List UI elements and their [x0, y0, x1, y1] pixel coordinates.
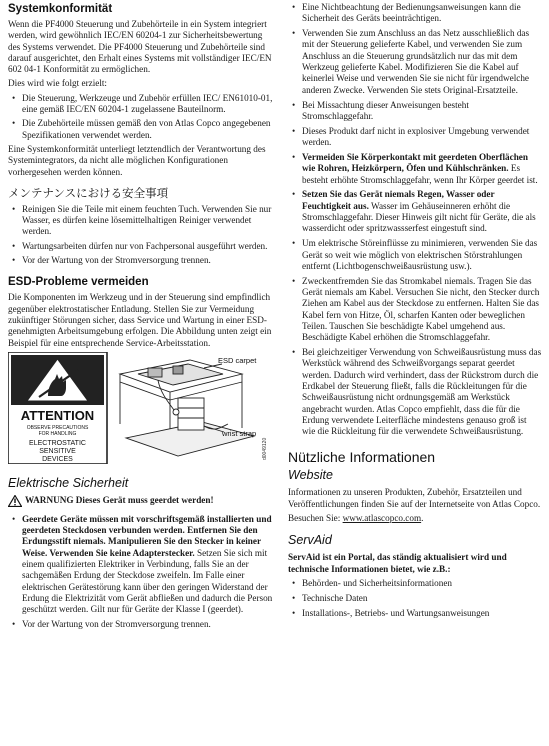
list-item: • Installations-, Betriebs- und Wartungsanweisungen — [288, 608, 542, 619]
list-item: • Wartungsarbeiten dürfen nur von Fachpersonal ausgeführt werden. — [8, 241, 274, 252]
servaid-list — [288, 578, 542, 619]
list-item — [288, 189, 542, 234]
esd-workstation-figure — [8, 352, 274, 464]
figure-code-label: d0049120 — [262, 437, 268, 460]
esd-carpet-label: ESD carpet — [218, 355, 257, 365]
esd-heading: ESD-Probleme vermeiden — [8, 276, 149, 289]
servaid-paragraph: ServAid ist ein Portal, das ständig aktualisiert wird und technische Informationen bietet, wie z.B.: — [288, 552, 507, 574]
observe-label: OBSERVE PRECAUTIONS — [26, 424, 89, 431]
electric-heading: Elektrische Sicherheit — [8, 475, 129, 490]
electric-list — [8, 514, 274, 630]
list-item: • Bei gleichzeitiger Verwendung von Schweißausrüstung muss das Werkstück während des Schweißvorgangs separat geerdet werden. Dadurch wird verhindert, dass der Rückstrom durch die Erdkabel der Steuerung fließt, falls die Rückleitungen für die Schweißausrüstung nicht ordnungsgemäß am Werkstück angebracht wurden. Atlas Copco empfiehlt, dass die für die Erdung verwendete Leiterfläche mindestens genauso groß ist wie die Rückleitung für die verwendete Schweißausrüstung. — [288, 347, 542, 437]
website-heading: Website — [288, 468, 333, 483]
website-visit-line — [288, 513, 542, 524]
left-column — [8, 0, 274, 633]
visit-prefix: Besuchen Sie: — [288, 513, 343, 524]
useful-info-heading: Nützliche Informationen — [288, 449, 436, 466]
devices-label: DEVICES — [42, 455, 73, 463]
right-column — [288, 0, 542, 623]
list-item: • Eine Nichtbeachtung der Bedienungsanweisungen kann die Sicherheit des Geräts beeinträchtigen. — [288, 2, 542, 25]
list-item-text: Es besteht erhöhte Stromschlaggefahr, wenn Ihr Körper geerdet ist. — [302, 163, 538, 185]
systemkonformitaet-list — [8, 93, 274, 141]
safety-list — [288, 2, 542, 437]
esd-section — [8, 275, 274, 463]
list-item: • Verwenden Sie zum Anschluss an das Netz ausschließlich das mit der Steuerung gelieferte Kabel, und verwenden Sie zum Anschluss an die Steuerung grundsätzlich nur das mit dem Werkzeug gelieferte Kabel. Modifizieren Sie die Kabel auf keinerlei Weise und verwenden Sie sie nicht für irgendwelche anderen Zwecke. Verwenden Sie stets Original-Ersatzteile. — [288, 28, 542, 96]
list-item: • Behörden- und Sicherheitsinformationen — [288, 578, 542, 589]
useful-info-section — [288, 449, 542, 619]
electrostatic-label: ELECTROSTATIC — [29, 439, 86, 447]
warning-icon — [8, 495, 22, 507]
list-item: • Vor der Wartung von der Stromversorgung trennen. — [8, 255, 274, 266]
list-item: • Zweckentfremden Sie das Stromkabel niemals. Tragen Sie das Gerät niemals am Kabel. Versuchen Sie nicht, den Stecker durch Ziehen am Kabel aus der Steckdose zu entfernen. Halten Sie das Kabel fern von Hitze, Öl, scharfen Kanten oder beweglichen Teilen. Tauschen Sie beschädigte Kabel umgehend aus. Beschädigte Kabel erhöhen die Stromschlaggefahr. — [288, 276, 542, 344]
for-handling-label: FOR HANDLING — [38, 430, 77, 437]
website-paragraph: Informationen zu unseren Produkten, Zubehör, Ersatzteilen und Veröffentlichungen finden Sie auf der Internetseite von Atlas Copco. — [288, 487, 541, 509]
systemkonformitaet-closing: Eine Systemkonformität unterliegt letztendlich der Verantwortung des Systemintegrators, da nicht alle möglichen Konfigurationen vorhergesehen werden können. — [8, 143, 266, 177]
systemkonformitaet-intro: Dies wird wie folgt erzielt: — [8, 78, 107, 89]
list-item: • Die Zubehörteile müssen gemäß den von Atlas Copco angegebenen Spezifikationen verwendet werden. — [8, 118, 274, 141]
esd-paragraph: Die Komponenten im Werkzeug und in der Steuerung sind empfindlich gegenüber elektrostatischer Entladung. Stellen Sie zur Vermeidung zukünftiger Störungen sicher, dass Service und Wartung in einer ESD-genehmigten Arbeitsumgebung erfolgen. Die Abbildung unten zeigt ein Beispiel für eine entsprechende Service-Arbeitsstation. — [8, 292, 272, 348]
warning-text: WARNUNG Dieses Gerät muss geerdet werden! — [25, 495, 214, 506]
systemkonformitaet-section — [8, 0, 274, 178]
servaid-heading: ServAid — [288, 533, 332, 548]
wrist-strap-label: wrist strap — [222, 428, 257, 438]
list-item-bold: Vermeiden Sie Körperkontakt mit geerdeten Oberflächen wie Rohren, Heizkörpern, Öfen und Kühlschränken. — [302, 151, 528, 174]
list-item-text: Setzen Sie sich mit einem qualifizierten Elektriker in Verbindung, falls Sie an der sachgemäßen Erdung der Steckdose zweifeln. Im Falle einer elektrischen Gerätestörung kann über den geringen Widerstand der Erdung die Elektrizität vom Gerät abfließen und dadurch die Person geschützt werden. Gilt nur für Geräte der Klasse I (geerdet). — [22, 547, 273, 615]
maintenance-heading: メンテナンスにおける安全事項 — [8, 187, 169, 200]
list-item-text: Wasser im Gehäuseinneren erhöht die Stromschlaggefahr. Dieser Hinweis gilt nicht für Geräte, die als wasserdicht oder spritzwassserfest eingestuft sind. — [302, 200, 536, 234]
warning-line — [8, 495, 274, 507]
list-item: • Technische Daten — [288, 593, 542, 604]
visit-suffix: . — [421, 513, 424, 524]
maintenance-list — [8, 204, 274, 266]
list-item — [288, 152, 542, 186]
list-item: • Die Steuerung, Werkzeuge und Zubehör erfüllen IEC/ EN61010-01, eine gemäß IEC/EN 60204-1 zugelassene Bauteilnorm. — [8, 93, 274, 116]
systemkonformitaet-paragraph: Wenn die PF4000 Steuerung und Zubehörteile in ein System integriert werden, wird gewöhnlich IEC/EN 60204-1 zur Sicherheitsbewertung des Systems verwendet. Die PF4000 Steuerung und Zubehörteile sind darauf ausgerichtet, den Erhalt eines Systems mit vollständiger IEC/EN 602 04-1 Konformität zu ermöglichen. — [8, 19, 272, 75]
maintenance-section — [8, 187, 274, 266]
atlascopco-link[interactable]: www.atlascopco.com — [342, 513, 422, 524]
list-item: • Um elektrische Störeinflüsse zu minimieren, verwenden Sie das Gerät so weit wie möglich von elektrischen Störstrahlungen entfernt (Lichtbogenschweißausrüstung usw.). — [288, 238, 542, 272]
esd-workstation-illustration — [8, 352, 274, 464]
list-item: • Vor der Wartung von der Stromversorgung trennen. — [8, 619, 274, 630]
list-item: • Bei Missachtung dieser Anweisungen besteht Stromschlaggefahr. — [288, 100, 542, 123]
list-item-bold: Setzen Sie das Gerät niemals Regen, Wasser oder Feuchtigkeit aus. — [302, 189, 495, 211]
esd-attention-sign — [8, 352, 107, 464]
list-item-bold: Geerdete Geräte müssen mit vorschriftsgemäß installierten und geerdeten Steckdosen verbunden werden. Entfernen Sie den Erdungsstift niemals. Manipulieren Sie den Stecker in keiner Weise. Verwenden Sie keine Adapterstecker. — [22, 513, 272, 558]
electric-section — [8, 476, 274, 630]
list-item: • Dieses Produkt darf nicht in explosiver Umgebung verwendet werden. — [288, 126, 542, 149]
list-item — [8, 514, 274, 616]
attention-label: ATTENTION — [20, 407, 95, 423]
systemkonformitaet-heading: Systemkonformität — [8, 3, 113, 15]
sensitive-label: SENSITIVE — [39, 447, 76, 455]
list-item: • Reinigen Sie die Teile mit einem feuchten Tuch. Verwenden Sie nur Wasser, es dürfen keine lösemittelhaltigen Reiniger verwendet werden. — [8, 204, 274, 238]
